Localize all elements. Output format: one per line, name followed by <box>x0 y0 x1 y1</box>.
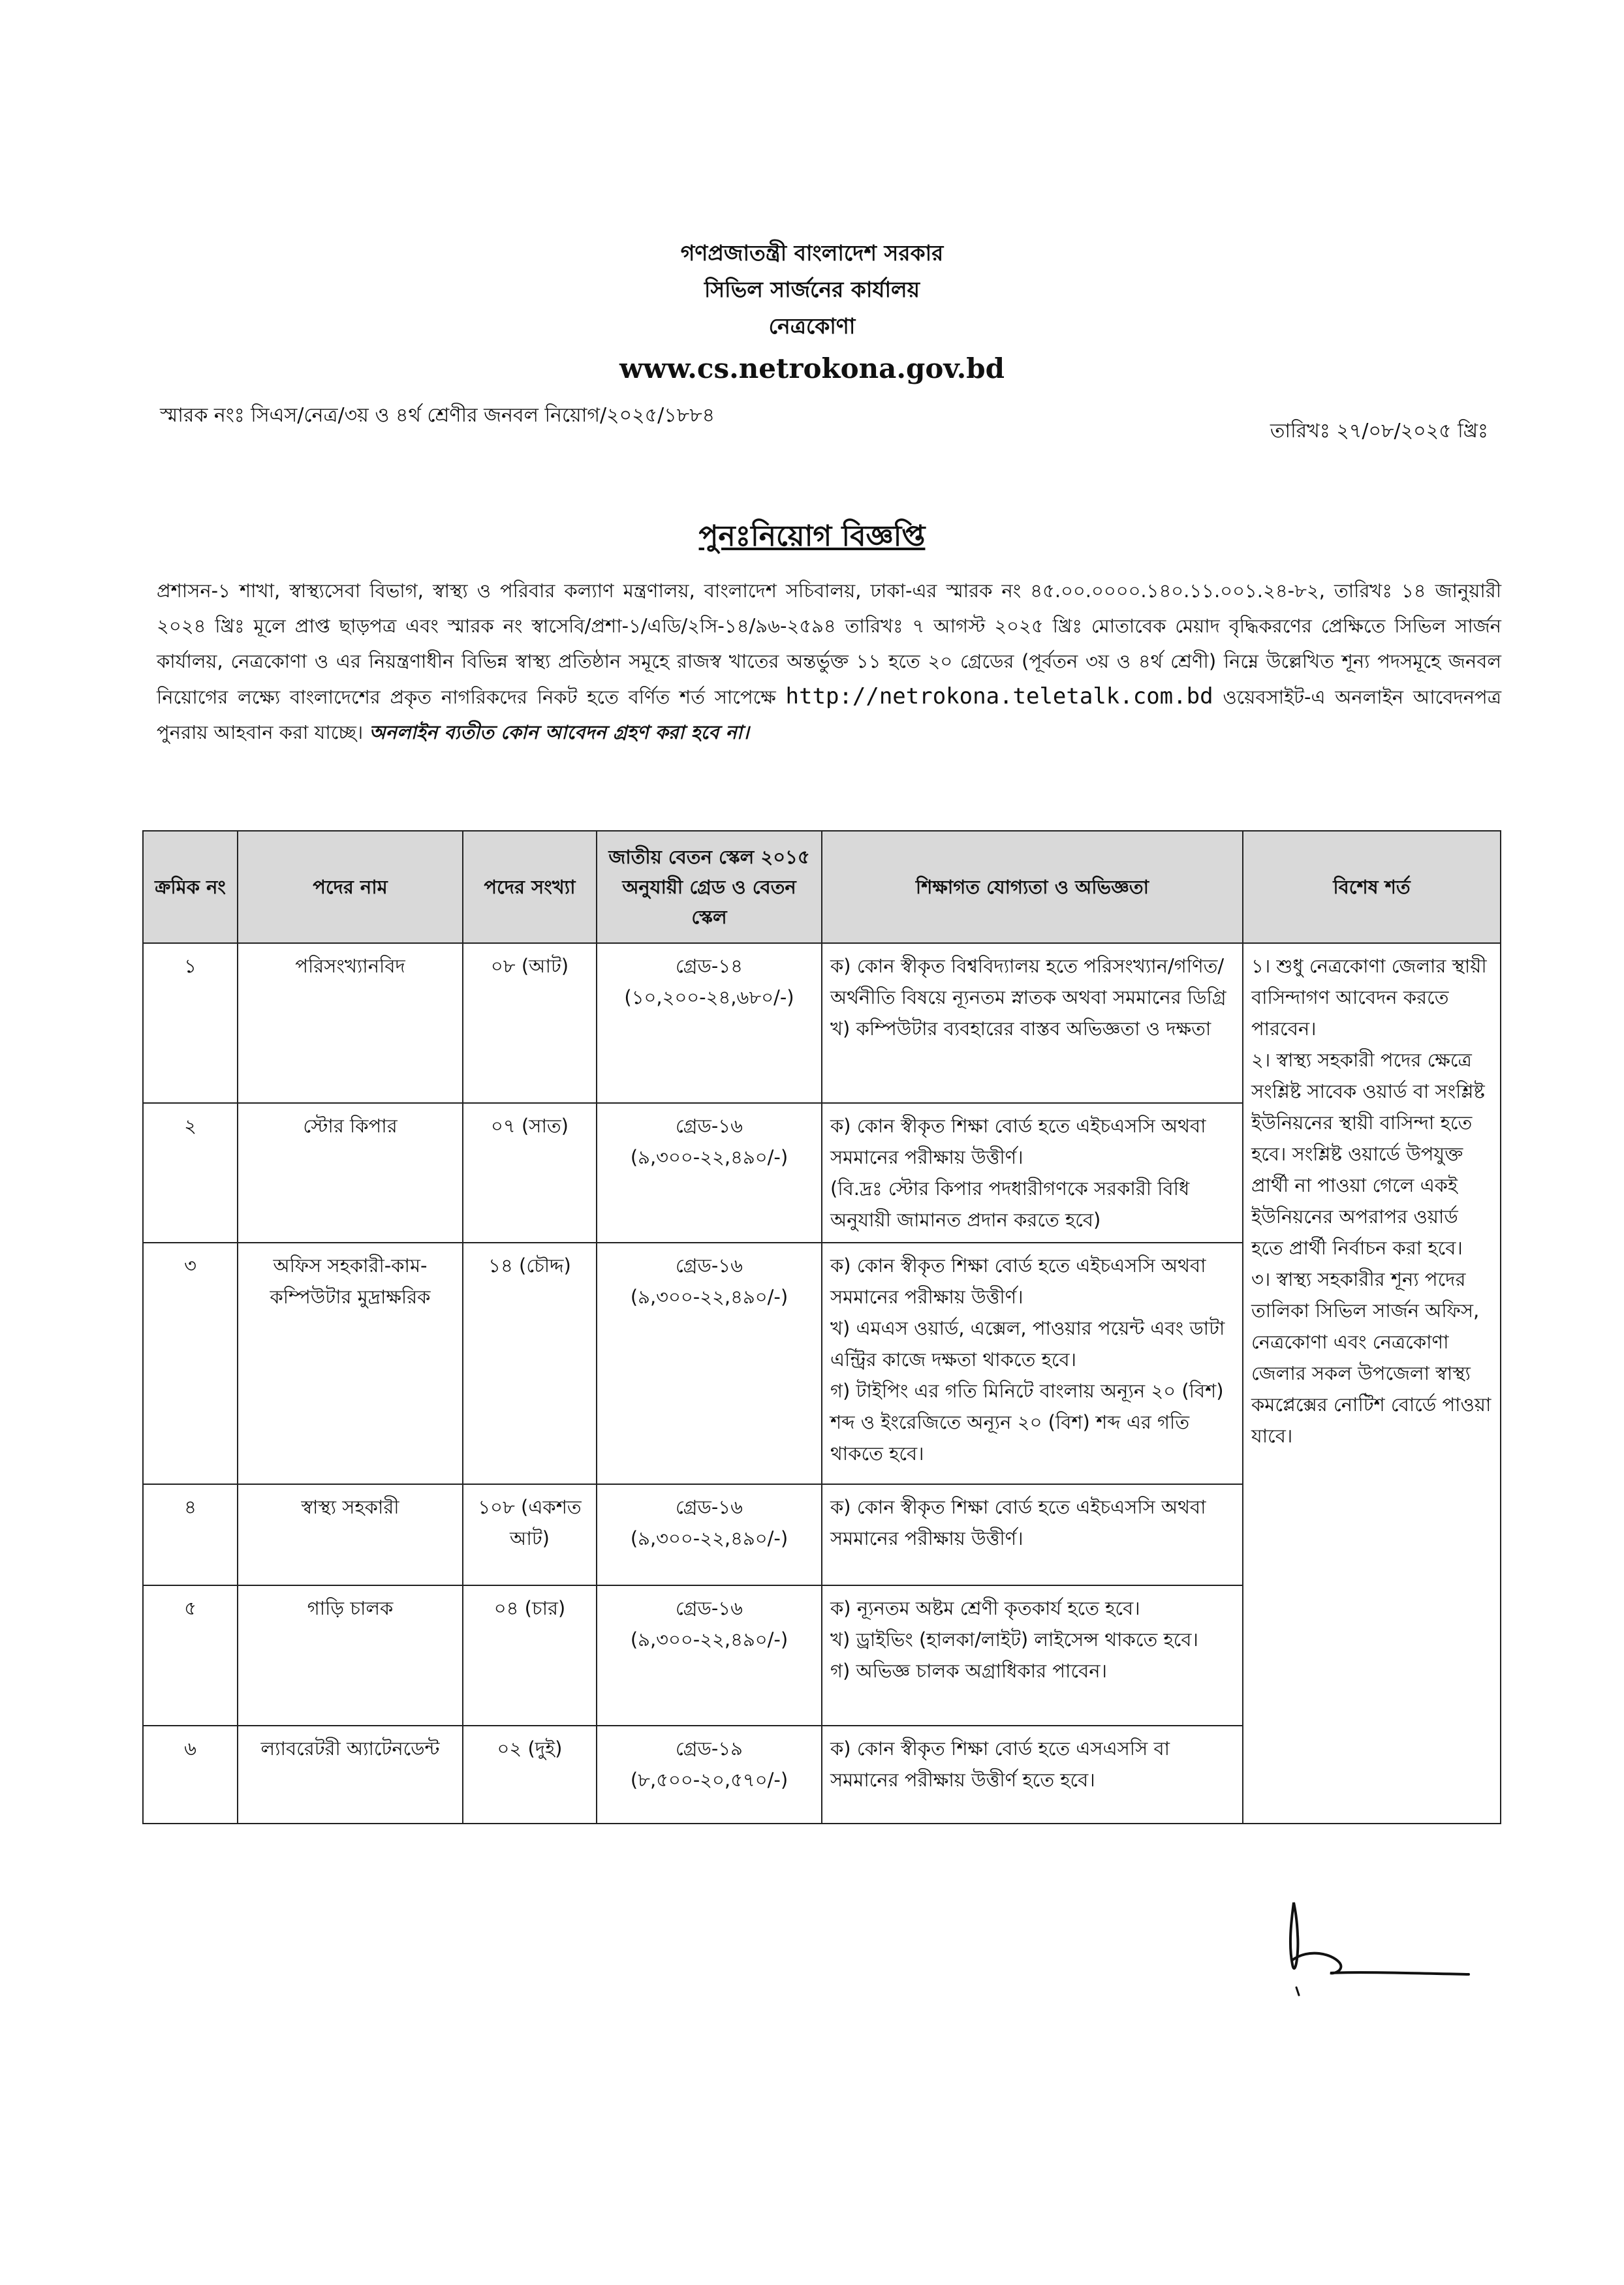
intro-text-2: ওয়েবসাইট-এ অনলাইন আবেদনপত্র পুনরায় আহবান করা যাচ্ছে। <box>157 686 1501 743</box>
row-count: ০৪ (চার) <box>463 1585 597 1726</box>
qualification-item: ক) কোন স্বীকৃত শিক্ষা বোর্ড হতে এইচএসসি অথবা সমমানের পরীক্ষায় উত্তীর্ণ। <box>830 1496 1206 1549</box>
row-pay-scale: (৯,৩০০-২২,৪৯০/-) <box>630 1286 789 1308</box>
notice-title: পুনঃনিয়োগ বিজ্ঞপ্তি <box>698 520 926 553</box>
qualification-item: ক) কোন স্বীকৃত শিক্ষা বোর্ড হতে এইচএসসি অথবা সমমানের পরীক্ষায় উত্তীর্ণ। <box>830 1254 1206 1308</box>
row-scale <box>597 1103 822 1243</box>
intro-paragraph <box>157 573 1501 750</box>
letterhead <box>0 235 1624 390</box>
row-scale <box>597 943 822 1103</box>
row-grade: গ্রেড-১৯ <box>676 1737 743 1760</box>
memo-date: তারিখঃ ২৭/০৮/২০২৫ খ্রিঃ <box>1270 420 1488 443</box>
row-count: ০৭ (সাত) <box>463 1103 597 1243</box>
row-count: ১০৮ (একশত আট) <box>463 1484 597 1585</box>
row-post: পরিসংখ্যানবিদ <box>238 943 463 1103</box>
row-serial: ২ <box>143 1103 238 1243</box>
row-pay-scale: (৮,৫০০-২০,৫৭০/-) <box>630 1769 789 1791</box>
row-post: স্বাস্থ্য সহকারী <box>238 1484 463 1585</box>
row-serial: ৬ <box>143 1726 238 1824</box>
qualification-item: ক) কোন স্বীকৃত শিক্ষা বোর্ড হতে এইচএসসি অথবা সমমানের পরীক্ষায় উত্তীর্ণ। <box>830 1115 1206 1168</box>
row-pay-scale: (১০,২০০-২৪,৬৮০/-) <box>624 986 794 1008</box>
header-qualification: শিক্ষাগত যোগ্যতা ও অভিজ্ঞতা <box>822 831 1243 943</box>
row-post: স্টোর কিপার <box>238 1103 463 1243</box>
row-post: গাড়ি চালক <box>238 1585 463 1726</box>
website-url: www.cs.netrokona.gov.bd <box>619 352 1005 384</box>
special-condition-item: ৩। স্বাস্থ্য সহকারীর শূন্য পদের তালিকা সিভিল সার্জন অফিস, নেত্রকোণা এবং নেত্রকোণা জেলার সকল উপজেলা স্বাস্থ্য কমপ্লেক্সের নোটিশ বোর্ডে পাওয়া যাবে। <box>1251 1268 1491 1447</box>
row-grade: গ্রেড-১৬ <box>676 1496 743 1518</box>
row-qualification <box>822 1243 1243 1484</box>
row-grade: গ্রেড-১৬ <box>676 1115 743 1137</box>
online-only-warning: অনলাইন ব্যতীত কোন আবেদন গ্রহণ করা হবে না। <box>369 721 749 743</box>
row-qualification <box>822 943 1243 1103</box>
row-serial: ৫ <box>143 1585 238 1726</box>
row-grade: গ্রেড-১৬ <box>676 1254 743 1277</box>
row-grade: গ্রেড-১৬ <box>676 1597 743 1619</box>
row-count: ১৪ (চৌদ্দ) <box>463 1243 597 1484</box>
row-post: ল্যাবরেটরী অ্যাটেনডেন্ট <box>238 1726 463 1824</box>
row-serial: ৩ <box>143 1243 238 1484</box>
qualification-item: গ) টাইপিং এর গতি মিনিটে বাংলায় অন্যূন ২০ (বিশ) শব্দ ও ইংরেজিতে অন্যূন ২০ (বিশ) শব্দ এর গতি থাকতে হবে। <box>830 1380 1224 1465</box>
qualification-item: ক) কোন স্বীকৃত শিক্ষা বোর্ড হতে এসএসসি বা সমমানের পরীক্ষায় উত্তীর্ণ হতে হবে। <box>830 1737 1170 1791</box>
row-pay-scale: (৯,৩০০-২২,৪৯০/-) <box>630 1527 789 1549</box>
qualification-item: (বি.দ্রঃ স্টোর কিপার পদধারীগণকে সরকারী বিধি অনুযায়ী জামানত প্রদান করতে হবে) <box>830 1177 1190 1231</box>
row-scale <box>597 1243 822 1484</box>
row-serial: ৪ <box>143 1484 238 1585</box>
qualification-item: ক) ন্যূনতম অষ্টম শ্রেণী কৃতকার্য হতে হবে। <box>830 1597 1140 1619</box>
qualification-item: ক) কোন স্বীকৃত বিশ্ববিদ্যালয় হতে পরিসংখ্যান/গণিত/ অর্থনীতি বিষয়ে ন্যূনতম স্নাতক অথবা সমমানের ডিগ্রি <box>830 955 1226 1008</box>
row-pay-scale: (৯,৩০০-২২,৪৯০/-) <box>630 1628 789 1651</box>
row-scale <box>597 1726 822 1824</box>
special-condition-item: ২। স্বাস্থ্য সহকারী পদের ক্ষেত্রে সংশ্লিষ্ট সাবেক ওয়ার্ড বা সংশ্লিষ্ট ইউনিয়নের স্থায়ী বাসিন্দা হতে হবে। সংশ্লিষ্ট ওয়ার্ডে উপযুক্ত প্রার্থী না পাওয়া গেলে একই ইউনিয়নের অপরাপর ওয়ার্ড হতে প্রার্থী নির্বাচন করা হবে। <box>1251 1049 1485 1259</box>
header-scale: জাতীয় বেতন স্কেল ২০১৫ অনুযায়ী গ্রেড ও বেতন স্কেল <box>597 831 822 943</box>
memo-reference: স্মারক নংঃ সিএস/নেত্র/৩য় ও ৪র্থ শ্রেণীর জনবল নিয়োগ/২০২৫/১৮৮৪ <box>160 404 715 427</box>
qualification-item: গ) অভিজ্ঞ চালক অগ্রাধিকার পাবেন। <box>830 1660 1107 1682</box>
row-pay-scale: (৯,৩০০-২২,৪৯০/-) <box>630 1146 789 1168</box>
row-serial: ১ <box>143 943 238 1103</box>
row-qualification <box>822 1484 1243 1585</box>
table-header-row <box>143 831 1501 943</box>
header-post: পদের নাম <box>238 831 463 943</box>
row-count: ০২ (দুই) <box>463 1726 597 1824</box>
header-serial: ক্রমিক নং <box>143 831 238 943</box>
row-qualification <box>822 1585 1243 1726</box>
office-name: সিভিল সার্জনের কার্যালয় <box>704 277 920 302</box>
handwritten-signature-icon <box>1279 1883 1475 2000</box>
qualification-item: খ) কম্পিউটার ব্যবহারের বাস্তব অভিজ্ঞতা ও দক্ষতা <box>830 1018 1211 1040</box>
table-row <box>143 943 1501 1103</box>
row-post: অফিস সহকারী-কাম-কম্পিউটার মুদ্রাক্ষরিক <box>238 1243 463 1484</box>
qualification-item: খ) ড্রাইভিং (হালকা/লাইট) লাইসেন্স থাকতে হবে। <box>830 1628 1198 1651</box>
special-conditions <box>1243 943 1501 1824</box>
intro-text: প্রশাসন-১ শাখা, স্বাস্থ্যসেবা বিভাগ, স্বাস্থ্য ও পরিবার কল্যাণ মন্ত্রণালয়, বাংলাদেশ সচিবালয়, ঢাকা-এর স্মারক নং ৪৫.০০.০০০০.১৪০.১১.০০১.২৪-৮২, তারিখঃ ১৪ জানুয়ারী ২০২৪ খ্রিঃ মূলে প্রাপ্ত ছাড়পত্র এবং স্মারক নং স্বাসেবি/প্রশা-১/এডি/২সি-১৪/৯৬-২৫৯৪ তারিখঃ ৭ আগস্ট ২০২৫ খ্রিঃ মোতাবেক মেয়াদ বৃদ্ধিকরণের প্রেক্ষিতে সিভিল সার্জন কার্যালয়, নেত্রকোণা ও এর নিয়ন্ত্রণাধীন বিভিন্ন স্বাস্থ্য প্রতিষ্ঠান সমূহে রাজস্ব খাতের অন্তর্ভুক্ত ১১ হতে ২০ গ্রেডের (পূর্বতন ৩য় ও ৪র্থ শ্রেণী) নিম্নে উল্লেখিত শূন্য পদসমূহে জনবল নিয়োগের লক্ষ্যে বাংলাদেশের প্রকৃত নাগরিকদের নিকট হতে বর্ণিত শর্ত সাপেক্ষে <box>157 580 1501 708</box>
row-qualification <box>822 1103 1243 1243</box>
header-count: পদের সংখ্যা <box>463 831 597 943</box>
header-special: বিশেষ শর্ত <box>1243 831 1501 943</box>
row-scale <box>597 1585 822 1726</box>
vacancy-table <box>142 830 1501 1824</box>
special-condition-item: ১। শুধু নেত্রকোণা জেলার স্থায়ী বাসিন্দাগণ আবেদন করতে পারবেন। <box>1251 955 1487 1040</box>
row-scale <box>597 1484 822 1585</box>
qualification-item: খ) এমএস ওয়ার্ড, এক্সেল, পাওয়ার পয়েন্ট এবং ডাটা এন্ট্রির কাজে দক্ষতা থাকতে হবে। <box>830 1317 1225 1371</box>
row-qualification <box>822 1726 1243 1824</box>
row-count: ০৮ (আট) <box>463 943 597 1103</box>
district-name: নেত্রকোণা <box>768 313 856 339</box>
row-grade: গ্রেড-১৪ <box>676 955 743 977</box>
government-name: গণপ্রজাতন্ত্রী বাংলাদেশ সরকার <box>680 240 944 266</box>
application-link: http://netrokona.teletalk.com.bd <box>785 683 1213 709</box>
